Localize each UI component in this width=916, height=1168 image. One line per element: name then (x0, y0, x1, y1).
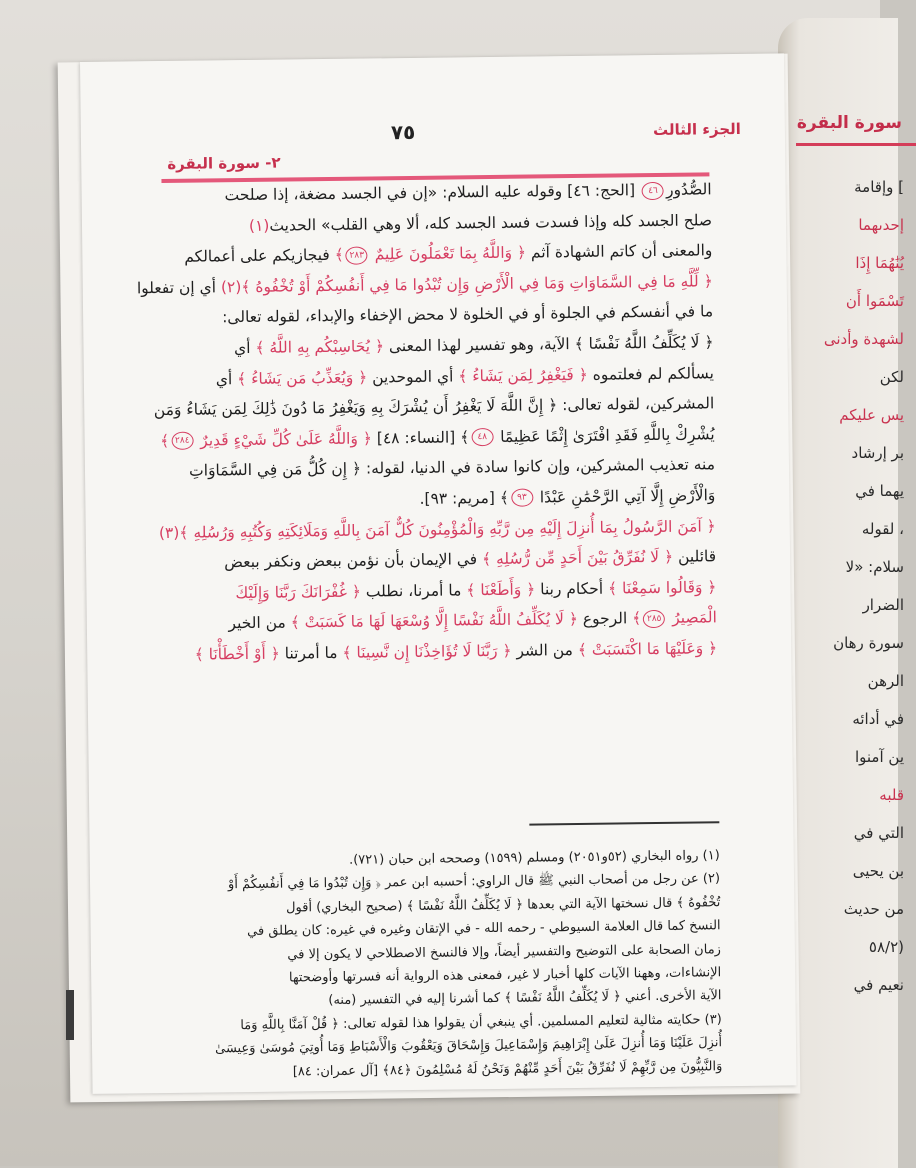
footnote-separator (529, 821, 719, 825)
commentary-segment: والمعنى أن كاتم الشهادة آثم (525, 241, 713, 262)
quran-verse: ﴾ (632, 609, 642, 628)
page-header (81, 119, 785, 173)
adjacent-page-line: لكن (879, 368, 904, 386)
adjacent-page-line: نعيم في (853, 976, 904, 994)
quran-verse: ﴿ وَاللَّهُ عَلَىٰ كُلِّ شَيْءٍ قَدِيرٌ (195, 429, 373, 450)
commentary-segment: من الخير (228, 613, 291, 633)
adjacent-page-line: الرهن (867, 672, 904, 690)
quran-verse: ﴿ رَبَّنَا لَا تُؤَاخِذْنَا إِن نَّسِينَا ﴾ (342, 641, 512, 662)
adjacent-page-line: تَسْمَوا أَن (845, 292, 904, 310)
commentary-segment: من الشر (511, 640, 578, 660)
ayah-number-marker: ٢٨٤ (171, 432, 193, 450)
commentary-segment: منه تعذيب المشركين، وإن كانوا سادة في الدنيا، لقوله: (360, 455, 716, 478)
commentary-segment: ما أمرتنا (279, 643, 343, 663)
commentary-segment: يسألكم لم فعلتموه (587, 363, 714, 384)
quran-verse: (١) (248, 216, 270, 235)
commentary-segment: [الحج: ٤٦] وقوله عليه السلام: «إن في الجسد مضغة، إذا صلحت (224, 181, 641, 205)
commentary-segment: ﴿ إِنَّ اللَّهَ لَا يَغْفِرُ أَن يُشْرَكَ بِهِ وَيَغْفِرُ مَا دُونَ ذَٰلِكَ لِمَن يَشَاءُ وَمَن (153, 396, 558, 420)
adjacent-page-rule (796, 143, 916, 146)
book-page (80, 53, 797, 1094)
quran-verse: ﴿ لِّلَّهِ مَا فِي السَّمَاوَاتِ وَمَا فِي الْأَرْضِ وَإِن تُبْدُوا مَا فِي أَنفُسِكُمْ أَوْ تُخْفُوهُ ﴾ (241, 272, 713, 296)
quran-verse: ﴿ يُحَاسِبْكُم بِهِ اللَّهُ ﴾ (255, 337, 385, 357)
commentary-segment: فيجازيكم على أعمالكم (184, 246, 335, 266)
adjacent-page-line: يُنَٰهُمَا إِذَا (855, 254, 904, 272)
commentary-segment: ﴾ [مريم: ٩٣]. (419, 488, 509, 508)
adjacent-page-line: (٥٨/٢ (868, 938, 904, 956)
adjacent-page-line: لشهدة وأدنى (823, 330, 904, 348)
commentary-segment: أي (233, 338, 256, 358)
commentary-segment: ما أمرنا، نطلب (360, 581, 467, 601)
footnotes (170, 844, 723, 1085)
footnote-line: زمان الصحابة على التوضيح والتفسير أيضاً، وإلا فالنسخ الاصطلاحي لا يكون إلا في (287, 941, 721, 963)
adjacent-page-line: من حديث (843, 900, 904, 918)
quran-verse: ﴿ لَا نُفَرِّقُ بَيْنَ أَحَدٍ مِّن رُّسُلِهِ ﴾ (481, 547, 674, 569)
quran-verse: ﴿ لَا يُكَلِّفُ اللَّهُ نَفْسًا إِلَّا وُسْعَهَا لَهَا مَا كَسَبَتْ ﴾ (290, 610, 578, 632)
adjacent-page-line: قلبه (879, 786, 904, 804)
ayah-number-marker: ٢٨٥ (643, 610, 665, 628)
adjacent-page-line: سلام: «لا (845, 558, 904, 576)
quran-verse: ﴿ وَقَالُوا سَمِعْنَا ﴾ (607, 577, 717, 598)
quran-verse: ﴿ وَعَلَيْهَا مَا اكْتَسَبَتْ ﴾ (577, 639, 718, 659)
commentary-segment: في الإيمان بأن نؤمن ببعض ونكفر ببعض (224, 550, 483, 572)
page-number: ٧٥ (390, 119, 416, 145)
adjacent-page-line: إحدىهما (858, 216, 904, 234)
adjacent-page-line: بر إرشاد (851, 444, 904, 462)
commentary-segment: قائلين (672, 547, 717, 566)
quran-verse: (٣) (158, 523, 180, 542)
footnote-line: تُخْفُوهُ ﴾ قال نسختها الآية التي بعدها ﴿ لَا يُكَلِّفُ اللَّهُ نَفْسًا ﴾ (صحيح البخاري) أقول (285, 895, 721, 916)
commentary-segment: أي الموحدين (367, 366, 459, 387)
adjacent-page-line: يهما في (855, 482, 904, 500)
adjacent-page-line: سورة رهان (833, 634, 904, 652)
adjacent-page-line: التي في (853, 824, 904, 842)
ayah-number-marker: ٤٨ (471, 428, 493, 446)
quran-verse: (٢) (220, 277, 242, 297)
quran-verse: ﴿ وَاللَّهُ بِمَا تَعْمَلُونَ عَلِيمٌ (369, 243, 527, 264)
quran-verse: الْمَصِيرُ (667, 608, 717, 628)
ayah-number-marker: ٩٣ (511, 489, 533, 507)
sura-title: ٢- سورة البقرة (167, 153, 281, 173)
quran-verse: ﴿ وَيُعَذِّبُ مَن يَشَاءُ ﴾ (237, 368, 368, 388)
adjacent-page-line: يس عليكم (839, 406, 904, 424)
footnote-line: الإنشاءات، وههنا الآيات كلها أخبار لا غير، فمعنى هذه الرواية أنه فسرتها وأوضحتها (288, 965, 722, 986)
adjacent-page-line: ين آمنوا (854, 748, 904, 766)
commentary-segment: ما في أنفسكم في الجلوة أو في الخلوة لا محض الإخفاء والإبداء، لقوله تعالى: (222, 302, 714, 327)
commentary-segment: صلح الجسد كله وإذا فسدت فسد الجسد كله، ألا وهي القلب» الحديث (269, 210, 713, 235)
part-title: الجزء الثالث (652, 119, 741, 140)
quran-verse: ﴾ (160, 431, 170, 450)
commentary-segment: أحكام ربنا (535, 579, 609, 599)
commentary-segment: الصُّدُورِ (665, 180, 712, 199)
quran-verse: ﴿ غُفْرَانَكَ رَبَّنَا وَإِلَيْكَ (235, 582, 362, 602)
adjacent-page-line: ] وإقامة (854, 178, 904, 196)
adjacent-page-line: في أدائه (852, 710, 904, 728)
footnote-line: (١) رواه البخاري (٥٢و٢٠٥١) ومسلم (١٥٩٩) وصححه ابن حبان (٧٢١). (348, 848, 720, 868)
commentary-segment: ﴿ إِن كُلُّ مَن فِي السَّمَاوَاتِ (189, 459, 362, 481)
commentary-segment: وَالْأَرْضِ إِلَّا آتِي الرَّحْمَٰنِ عَبْدًا (534, 486, 716, 507)
commentary-segment: ﴿ لَا يُكَلِّفُ اللَّهُ نَفْسًا ﴾ (574, 333, 714, 353)
adjacent-page-line: بن يحيى (852, 862, 904, 880)
footnote-line: (٣) حكايته مثالية لتعليم المسلمين. أي ينبغي أن يقولوا هذا لقوله تعالى: ﴿ قُلْ آمَنَّا بِاللَّهِ وَمَا (240, 1011, 722, 1033)
commentary-segment: ﴾ [النساء: ٤٨] (371, 428, 470, 448)
commentary-segment: المشركين، لقوله تعالى: (557, 394, 715, 415)
footnote-line: وَالنَّبِيُّونَ مِن رَّبِّهِمْ لَا نُفَرِّقُ بَيْنَ أَحَدٍ مِّنْهُمْ وَنَحْنُ لَهُ مُسْلِمُونَ ﴿٨٤﴾ [آل عمران: ٨٤] (292, 1058, 723, 1079)
commentary-segment: الآية، وهو تفسير لهذا المعنى (383, 334, 575, 356)
commentary-segment: أي إن تفعلوا (136, 278, 221, 298)
book-spine-edge (66, 990, 74, 1040)
adjacent-page-line: الضرار (862, 596, 904, 614)
commentary-segment: يُشْرِكْ بِاللَّهِ فَقَدِ افْتَرَىٰ إِثْمًا عَظِيمًا (495, 425, 715, 446)
text-line (167, 633, 717, 670)
ayah-number-marker: ٢٨٣ (346, 246, 368, 264)
commentary-segment: أي (215, 369, 238, 388)
commentary-text (136, 174, 718, 670)
quran-verse: ﴿ آمَنَ الرَّسُولُ بِمَا أُنزِلَ إِلَيْهِ مِن رَّبِّهِ وَالْمُؤْمِنُونَ كُلٌّ آمَنَ بِاللَّهِ وَمَلَائِكَتِهِ وَكُتُبِهِ وَرُسُلِهِ ﴾ (179, 516, 716, 542)
footnote-line: الآية الأخرى. أعني ﴿ لَا يُكَلِّفُ اللَّهُ نَفْسًا ﴾ كما أشرنا إليه في التفسير (منه) (328, 988, 722, 1009)
quran-verse: ﴿ فَيَغْفِرُ لِمَن يَشَاءُ ﴾ (458, 365, 588, 385)
footnote-line: (٢) عن رجل من أصحاب النبي ﷺ قال الراوي: أحسبه ابن عمر ﴿ وَإِن تُبْدُوا مَا فِي أَنفُسِكُمْ أَوْ (227, 871, 721, 893)
adjacent-page-line: ، لقوله (861, 520, 904, 538)
adjacent-page-header: سورة البقرة (796, 113, 902, 133)
ayah-number-marker: ٤٦ (642, 181, 664, 199)
footnote-line: النسخ كما قال العلامة السيوطي - رحمه الله - في الإتقان وغيره في غيره: كان يطلق في (247, 918, 721, 940)
footnote-line: أُنزِلَ عَلَيْنَا وَمَا أُنزِلَ عَلَىٰ إِبْرَاهِيمَ وَإِسْمَاعِيلَ وَإِسْحَاقَ وَيَعْقُوبَ وَالْأَسْبَاطِ وَمَا أُوتِيَ مُوسَىٰ وَعِيسَىٰ (214, 1035, 723, 1057)
quran-verse: ﴿ وَأَطَعْنَا ﴾ (466, 580, 536, 600)
commentary-segment: الرجوع (577, 609, 633, 629)
quran-verse: ﴿ أَوْ أَخْطَأْنَا ﴾ (194, 644, 280, 664)
quran-verse: ﴾ (334, 245, 344, 265)
